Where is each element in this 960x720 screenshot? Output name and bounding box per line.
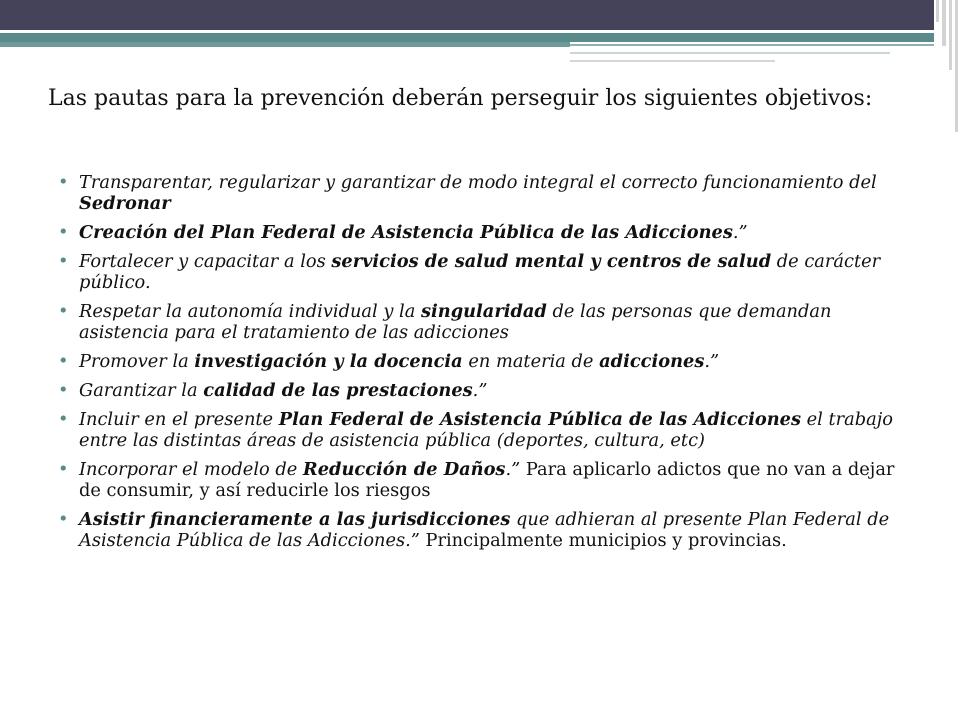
- objective-text-segment: singularidad: [421, 301, 547, 322]
- objective-text-segment: Respetar la autonomía individual y la: [79, 301, 421, 322]
- slide-title: Las pautas para la prevención deberán perseguir los siguientes objetivos:: [48, 86, 873, 111]
- objective-text-segment: que adhieran al presente Plan Federal de Asistencia Pública de las Adicciones.”: [79, 509, 890, 551]
- objective-text-segment: Promover la: [79, 351, 195, 372]
- objective-text-segment: Asistir financieramente a las jurisdicciones: [79, 509, 511, 530]
- objective-text-segment: .”: [505, 459, 521, 480]
- objective-item: [58, 222, 910, 243]
- objective-text-segment: Incorporar el modelo de: [79, 459, 303, 480]
- objective-text-segment: .”: [732, 222, 748, 243]
- objective-text-segment: Sedronar: [79, 193, 171, 214]
- objective-item: [58, 459, 910, 501]
- objective-text-segment: Incluir en el presente: [79, 409, 279, 430]
- decorative-rule: [570, 60, 775, 62]
- objective-text-segment: el trabajo entre las distintas áreas de asistencia pública (deportes, cultura, etc): [79, 409, 893, 451]
- objective-text-segment: de carácter público.: [79, 251, 881, 293]
- objective-text-segment: adicciones: [599, 351, 705, 372]
- objective-text-segment: Fortalecer y capacitar a los: [79, 251, 332, 272]
- side-decoration: [934, 0, 960, 140]
- objective-item: [58, 351, 910, 372]
- objective-text-segment: Para aplicarlo adictos que no van a dejar de consumir, y así reducirle los riesgos: [79, 459, 895, 501]
- objective-item: [58, 251, 910, 293]
- decorative-rail: [955, 0, 958, 132]
- objective-text-segment: servicios de salud mental y centros de salud: [331, 251, 772, 272]
- objective-text-segment: Garantizar la: [79, 380, 204, 401]
- objective-item: [58, 509, 910, 551]
- objective-text-segment: de las personas que demandan asistencia para el tratamiento de las adicciones: [79, 301, 832, 343]
- objective-text-segment: en materia de: [462, 351, 600, 372]
- decorative-rule: [570, 52, 890, 54]
- objective-text-segment: Creación del Plan Federal de Asistencia Pública de las Adicciones: [79, 222, 733, 243]
- objectives-list: [58, 172, 910, 559]
- decorative-rail: [949, 0, 952, 70]
- objective-text-segment: .”: [472, 380, 488, 401]
- decorative-rail: [936, 0, 939, 22]
- objective-text-segment: Plan Federal de Asistencia Pública de las Adicciones: [278, 409, 801, 430]
- accent-band: [0, 33, 934, 42]
- accent-band-lower: [0, 42, 570, 47]
- objective-item: [58, 301, 910, 343]
- accent-thin-line: [570, 44, 934, 46]
- objective-item: [58, 172, 910, 214]
- objective-item: [58, 409, 910, 451]
- objective-text-segment: Principalmente municipios y provincias.: [419, 530, 787, 551]
- objective-text-segment: Transparentar, regularizar y garantizar de modo integral el correcto funcionamiento del: [79, 172, 877, 193]
- objective-text-segment: investigación y la docencia: [194, 351, 463, 372]
- objective-text-segment: calidad de las prestaciones: [203, 380, 473, 401]
- objective-text-segment: .”: [704, 351, 720, 372]
- objective-text-segment: Reducción de Daños: [302, 459, 506, 480]
- decorative-rail: [942, 0, 946, 46]
- header-bar: [0, 0, 934, 30]
- objective-item: [58, 380, 910, 401]
